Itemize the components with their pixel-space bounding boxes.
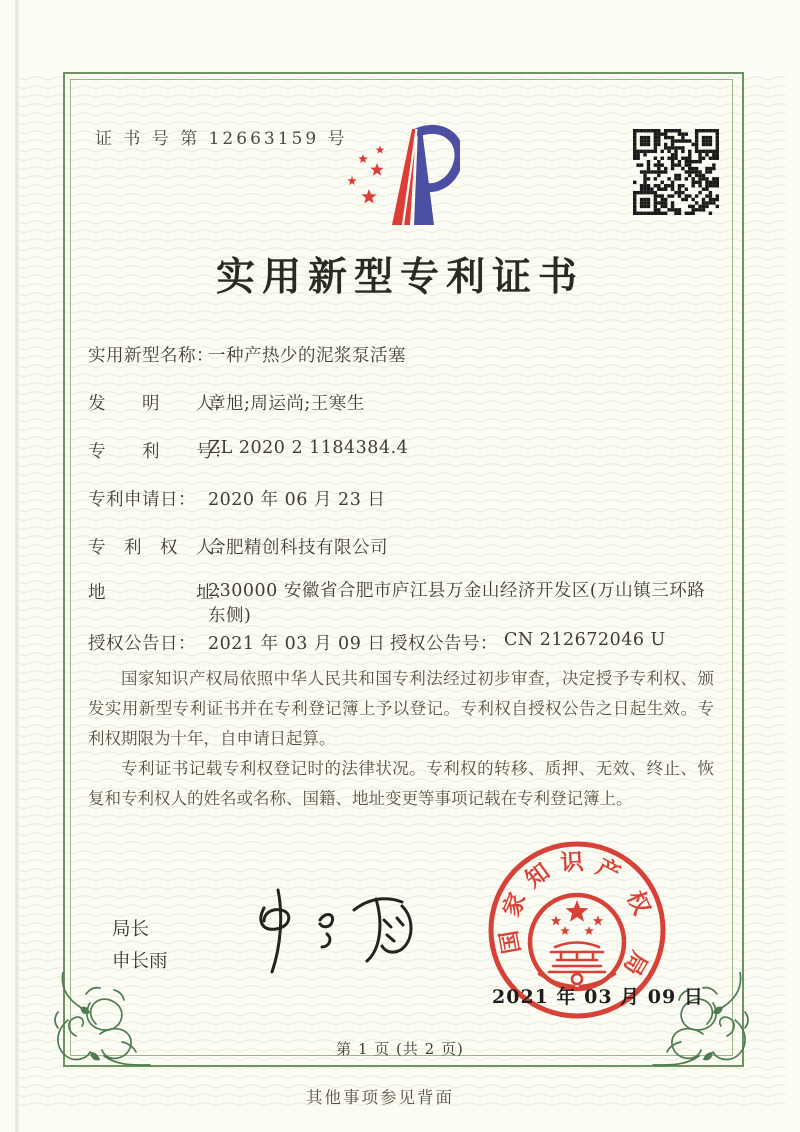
seal-char: 知 bbox=[520, 857, 555, 894]
field-value: ZL 2020 2 1184384.4 bbox=[208, 438, 409, 458]
handwritten-signature-icon bbox=[228, 880, 433, 980]
field-row-grant-number bbox=[390, 630, 666, 655]
seal-date: 2021 年 03 月 09 日 bbox=[492, 986, 704, 1008]
scan-edge-artifact bbox=[15, 0, 19, 1132]
seal-char: 国 bbox=[495, 928, 526, 956]
cnipa-logo-icon bbox=[340, 123, 460, 229]
logo-stars-icon bbox=[347, 146, 384, 204]
field-value: 一种产热少的泥浆泵活塞 bbox=[208, 346, 406, 366]
field-value: 合肥精创科技有限公司 bbox=[208, 538, 388, 558]
legal-text-block bbox=[88, 664, 714, 814]
field-value: 230000 安徽省合肥市庐江县万金山经济开发区(万山镇三环路东侧) bbox=[208, 581, 706, 627]
field-label: 专 利 权 人： bbox=[88, 538, 232, 558]
field-row-inventors bbox=[88, 390, 365, 415]
legal-paragraph: 国家知识产权局依照中华人民共和国专利法经过初步审查，决定授予专利权、颁发实用新型专利证书并在专利登记簿上予以登记。专利权自授权公告之日起生效。专利权期限为十年，自申请日起算。 bbox=[88, 669, 714, 749]
seal-char: 产 bbox=[591, 853, 625, 888]
field-label: 授权公告号： bbox=[390, 634, 498, 654]
field-label: 实用新型名称： bbox=[88, 346, 214, 366]
legal-paragraph: 专利证书记载专利权登记时的法律状况。专利权的转移、质押、无效、终止、恢复和专利权人的姓名或名称、国籍、地址变更等事项记载在专利登记簿上。 bbox=[88, 759, 714, 809]
field-row-invention-name bbox=[88, 342, 406, 367]
page-number: 第 1 页 (共 2 页) bbox=[336, 1040, 464, 1058]
field-label: 地 址： bbox=[88, 583, 232, 603]
field-row-grant-date bbox=[88, 630, 385, 655]
officer-title: 局长 bbox=[112, 919, 150, 940]
back-note: 其他事项参见背面 bbox=[306, 1088, 454, 1107]
field-row-patent-number bbox=[88, 438, 408, 463]
field-row-patentee bbox=[88, 534, 388, 559]
seal-char: 局 bbox=[617, 946, 653, 980]
qr-code-icon bbox=[633, 129, 719, 215]
emblem-gate-icon bbox=[539, 943, 615, 987]
officer-name: 申长雨 bbox=[112, 951, 168, 973]
field-label: 专 利 号： bbox=[88, 442, 232, 462]
officer-block bbox=[112, 914, 168, 979]
field-value: 章旭;周运尚;王寒生 bbox=[208, 394, 365, 414]
page-title: 实用新型专利证书 bbox=[215, 254, 584, 300]
field-value: 2020 年 06 月 23 日 bbox=[208, 490, 386, 510]
seal-char: 家 bbox=[497, 889, 532, 921]
seal-char: 权 bbox=[621, 886, 656, 919]
seal-char: 识 bbox=[559, 848, 585, 877]
field-row-filing-date bbox=[88, 486, 385, 511]
certificate-number: 证 书 号 第 12663159 号 bbox=[95, 129, 348, 149]
field-label: 发 明 人： bbox=[88, 394, 232, 414]
emblem-stars-icon bbox=[551, 900, 603, 935]
field-row-address bbox=[88, 579, 713, 630]
field-value: 2021 年 03 月 09 日 bbox=[208, 634, 386, 654]
field-label: 专利申请日： bbox=[88, 490, 196, 510]
field-value: CN 212672046 U bbox=[504, 630, 666, 650]
field-label: 授权公告日： bbox=[88, 634, 196, 654]
